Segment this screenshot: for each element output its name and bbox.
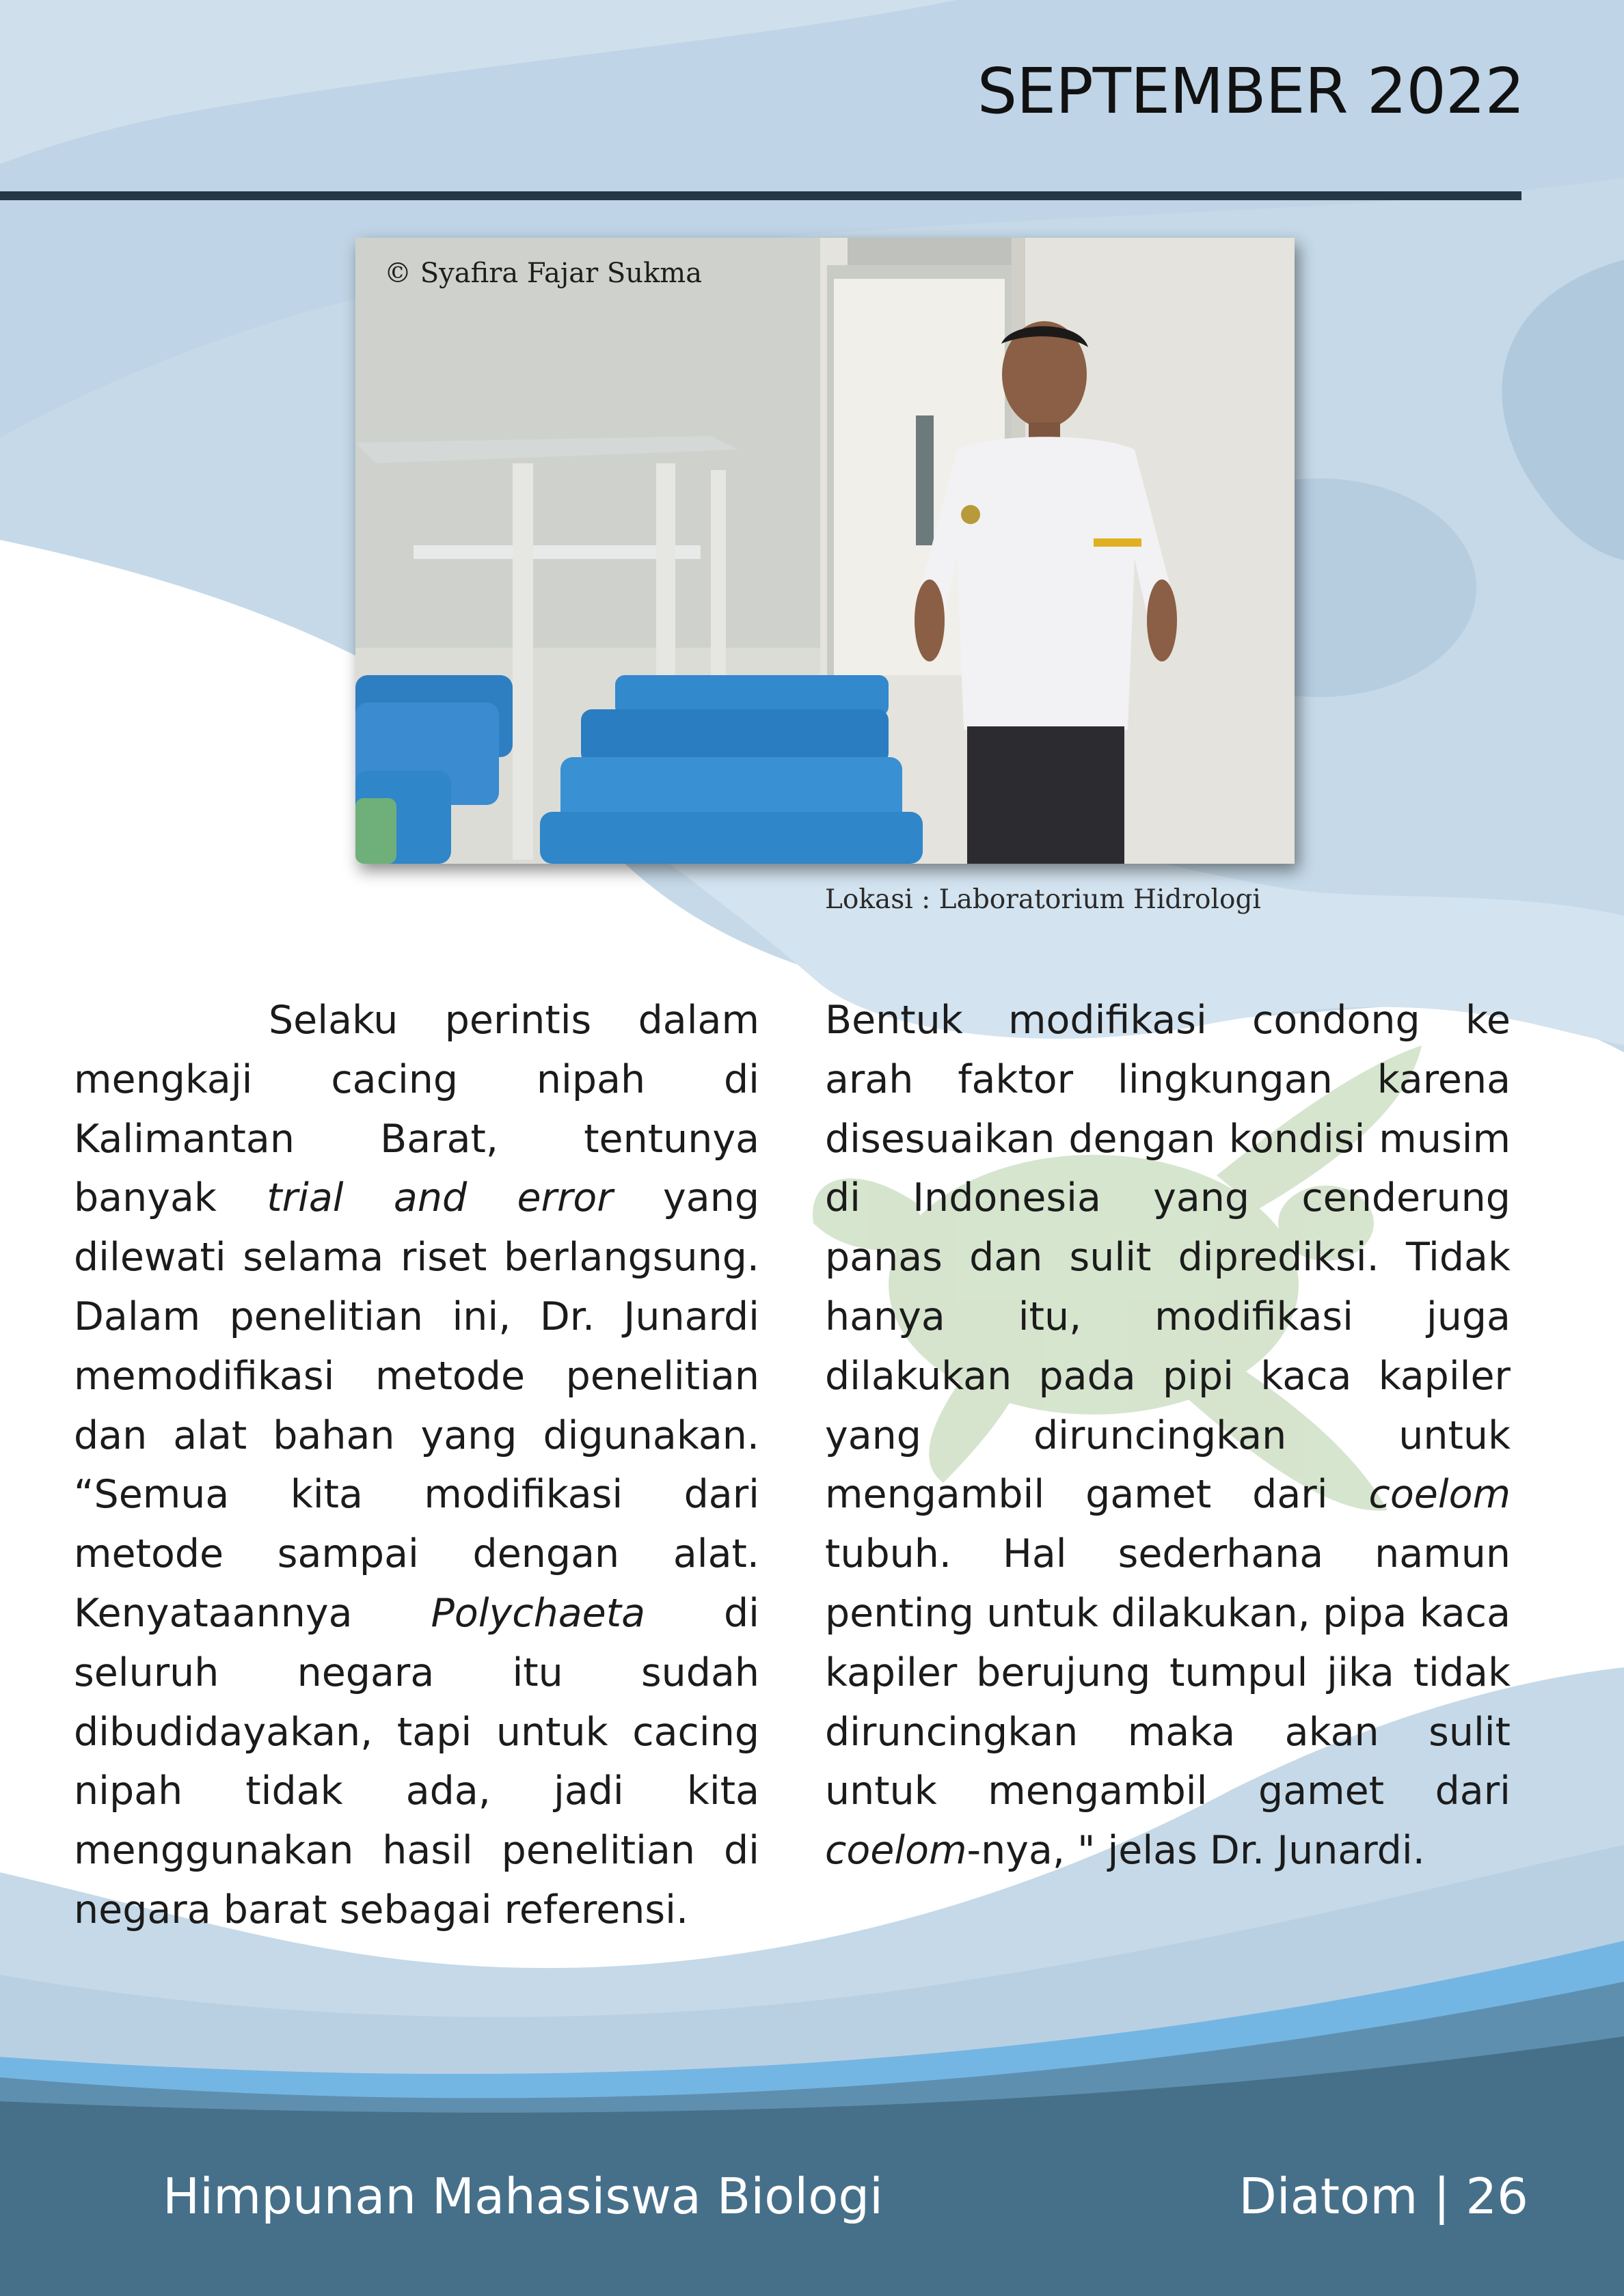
header-divider: [0, 191, 1521, 200]
laboratory-photo: [355, 238, 1295, 864]
text-run-italic: coelom: [1368, 1472, 1511, 1518]
page-number: 26: [1465, 2168, 1528, 2225]
footer-organization: Himpunan Mahasiswa Biologi: [163, 2168, 884, 2225]
article-column-left: [74, 991, 759, 1940]
footer-page-info: [1239, 2168, 1528, 2225]
text-run: Bentuk modifikasi condong ke arah faktor lingkungan karena disesuaikan dengan kondisi musim di Indonesia yang cenderung panas dan sulit diprediksi. Tidak hanya itu, modifikasi juga dilakukan pada pipi kaca kapiler yang diruncingkan untuk mengambil gamet dari: [825, 998, 1511, 1518]
article-paragraph-right: [825, 991, 1511, 1881]
issue-date: SEPTEMBER 2022: [977, 55, 1524, 128]
photo-credit: © Syafira Fajar Sukma: [384, 258, 703, 289]
text-run-italic: coelom: [825, 1828, 967, 1874]
text-run-italic: trial and error: [267, 1175, 613, 1221]
text-run: di seluruh negara itu sudah dibudidayakan, tapi untuk cacing nipah tidak ada, jadi kita menggunakan hasil penelitian di negara barat sebagai referensi.: [74, 1590, 759, 1932]
text-run: yang dilewati selama riset berlangsung. Dalam penelitian ini, Dr. Junardi memodifikasi metode penelitian dan alat bahan yang digunakan. “Semua kita modifikasi dari metode sampai dengan alat. Kenyataannya: [74, 1175, 759, 1636]
footer-separator: |: [1418, 2168, 1466, 2225]
photo-caption: Lokasi : Laboratorium Hidrologi: [825, 884, 1261, 915]
text-run: tubuh. Hal sederhana namun penting untuk dilakukan, pipa kaca kapiler berujung tumpul jika tidak diruncingkan maka akan sulit untuk mengambil gamet dari: [825, 1531, 1511, 1814]
footer-magazine-name: Diatom: [1239, 2168, 1418, 2225]
article-paragraph-left: [74, 991, 759, 1940]
article-column-right: [825, 991, 1511, 1881]
article-photo: [355, 238, 1295, 864]
text-run: -nya, " jelas Dr. Junardi.: [966, 1828, 1425, 1874]
text-run: Selaku perintis dalam mengkaji cacing nipah di Kalimantan Barat, tentunya banyak: [74, 998, 759, 1221]
text-run-italic: Polychaeta: [431, 1590, 646, 1636]
